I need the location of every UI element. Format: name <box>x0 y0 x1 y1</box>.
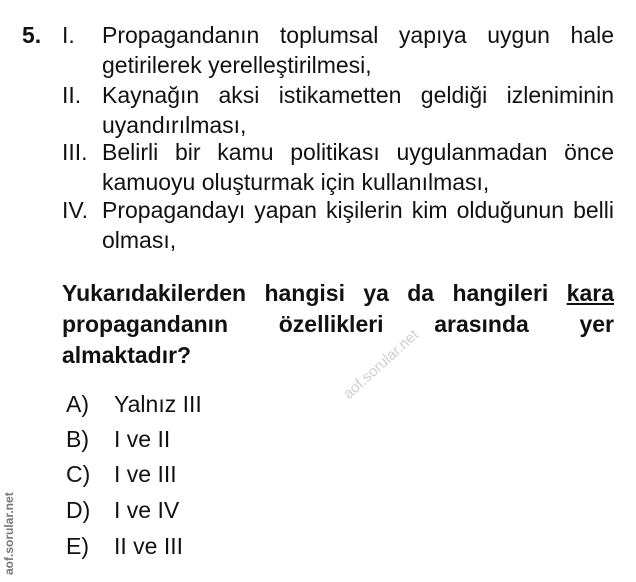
option-e-letter: E) <box>66 533 89 559</box>
option-d-text: I ve IV <box>114 497 180 523</box>
question-prompt <box>62 278 614 371</box>
option-a[interactable] <box>66 390 202 418</box>
watermark-center: aof.sorular.net <box>340 326 423 403</box>
option-a-text: Yalnız III <box>114 391 202 417</box>
prompt-underlined-word: kara <box>566 280 614 306</box>
statement-i-text: Propagandanın toplumsal yapıya uygun hale getirilerek yerelleştirilmesi, <box>102 22 614 78</box>
option-d[interactable] <box>66 496 179 524</box>
statement-iii <box>62 137 614 197</box>
statement-iv-numeral: IV. <box>62 197 89 223</box>
prompt-line-3: almaktadır? <box>62 342 192 368</box>
option-b-letter: B) <box>66 426 89 452</box>
statement-iv <box>62 195 614 255</box>
option-e[interactable] <box>66 532 183 560</box>
statement-ii-numeral: II. <box>62 82 82 108</box>
option-b[interactable] <box>66 425 170 453</box>
statement-iv-text: Propagandayı yapan kişilerin kim olduğunun belli olması, <box>102 197 614 253</box>
watermark-side: aof.sorular.net <box>2 492 16 575</box>
statement-iii-numeral: III. <box>62 139 88 165</box>
statement-i-numeral: I. <box>62 22 75 48</box>
statement-i <box>62 20 614 80</box>
prompt-line-1-text: Yukarıdakilerden hangisi ya da hangileri <box>62 280 567 306</box>
statement-ii <box>62 80 614 140</box>
option-b-text: I ve II <box>114 426 171 452</box>
statement-iii-text: Belirli bir kamu politikası uygulanmadan önce kamuoyu oluşturmak için kullanılması, <box>102 139 614 195</box>
question-number: 5. <box>22 22 42 48</box>
option-a-letter: A) <box>66 391 89 417</box>
option-c[interactable] <box>66 460 177 488</box>
option-e-text: II ve III <box>114 533 184 559</box>
option-c-text: I ve III <box>114 461 177 487</box>
prompt-line-1 <box>62 278 614 309</box>
option-c-letter: C) <box>66 461 91 487</box>
option-d-letter: D) <box>66 497 91 523</box>
prompt-line-2: propagandanın özellikleri arasında yer <box>62 311 614 337</box>
statement-ii-text: Kaynağın aksi istikametten geldiği izleniminin uyandırılması, <box>102 82 614 138</box>
